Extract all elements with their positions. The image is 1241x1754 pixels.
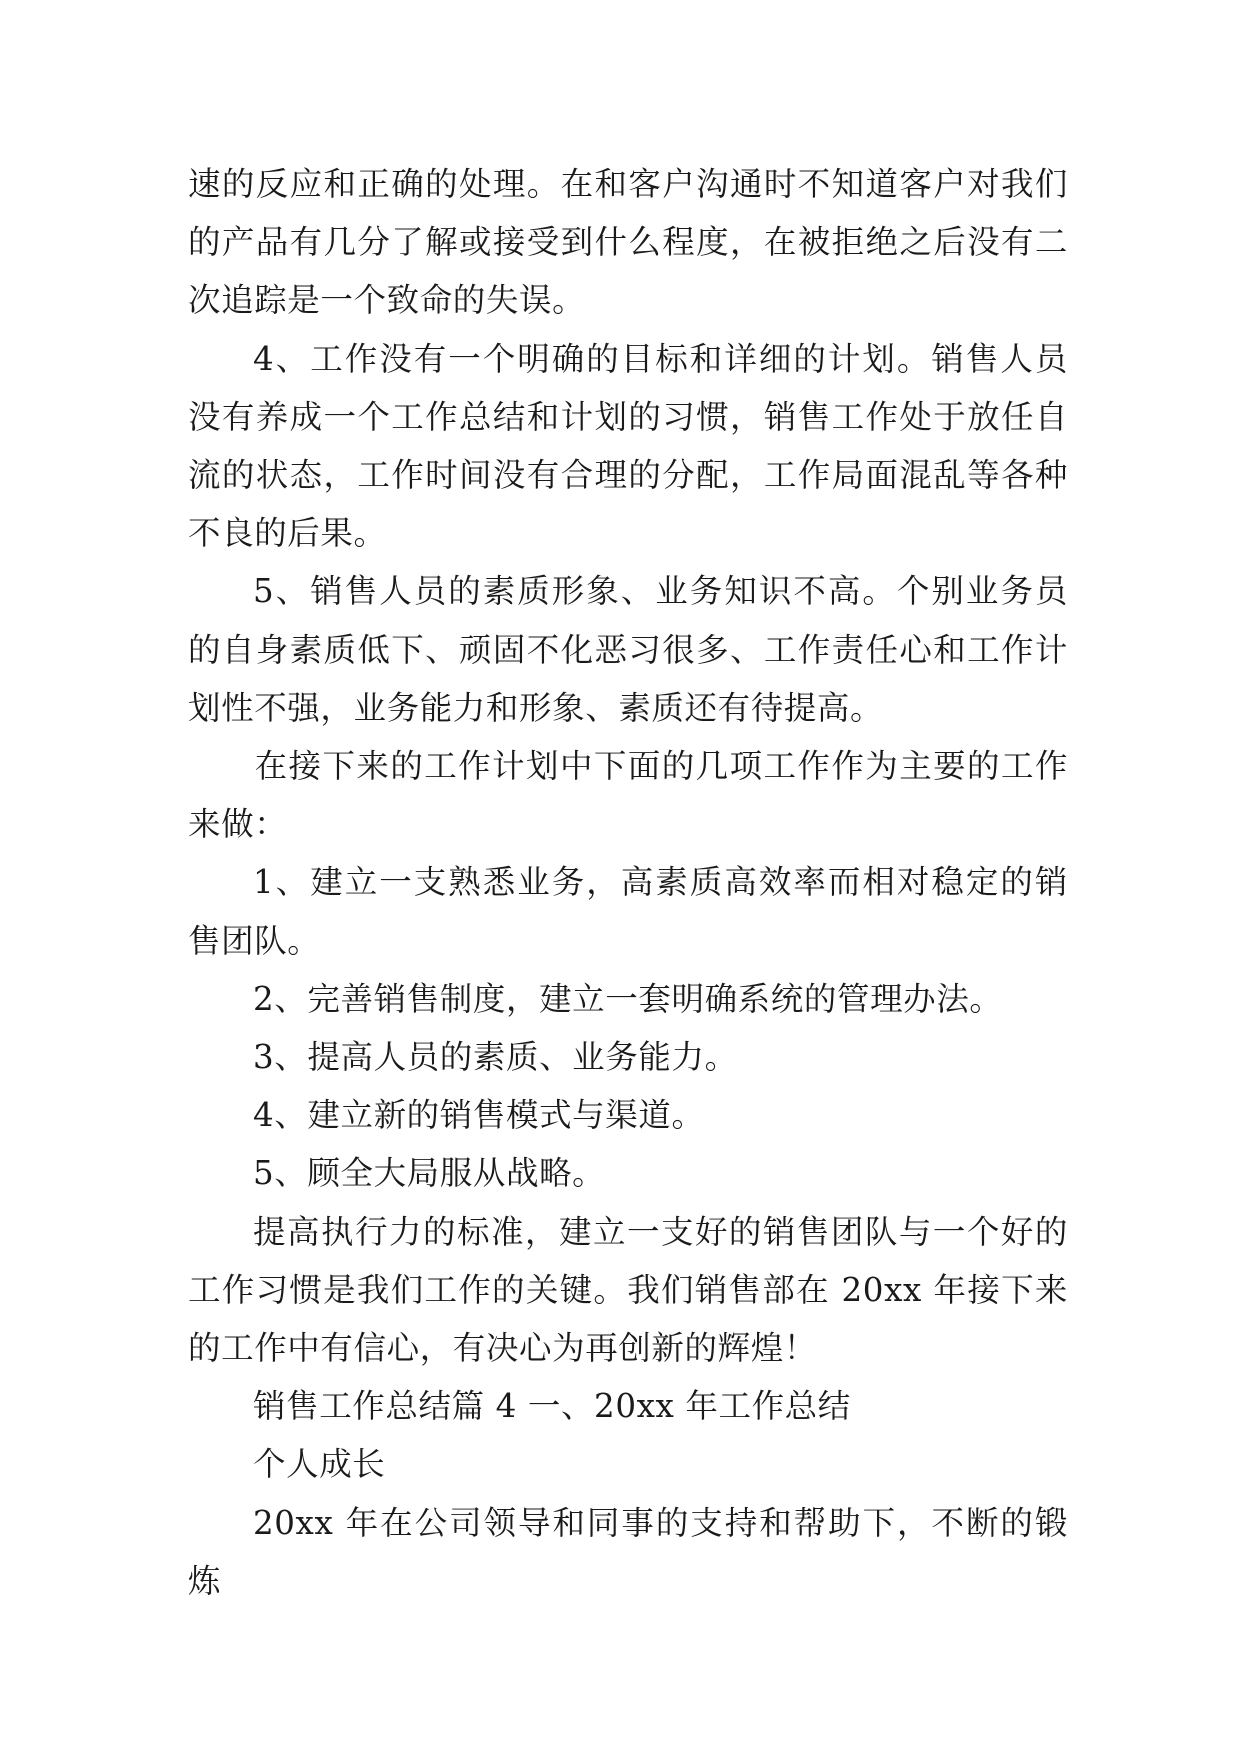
list-item-plan-4: 4、建立新的销售模式与渠道。 — [253, 1096, 705, 1135]
subsection-heading: 个人成长 — [253, 1445, 386, 1484]
paragraph-conclusion: 提高执行力的标准，建立一支好的销售团队与一个好的工作习惯是我们工作的关键。我们销售部在 20xx 年接下来的工作中有信心，有决心为再创新的辉煌！ — [188, 1212, 1068, 1368]
paragraph-point-4: 4、工作没有一个明确的目标和详细的计划。销售人员没有养成一个工作总结和计划的习惯，销售工作处于放任自流的状态，工作时间没有合理的分配，工作局面混乱等各种不良的后果。 — [188, 339, 1068, 553]
document-body — [188, 155, 1068, 1610]
list-item-plan-1: 1、建立一支熟悉业务，高素质高效率而相对稳定的销售团队。 — [188, 863, 1068, 960]
list-item-plan-2: 2、完善销售制度，建立一套明确系统的管理办法。 — [253, 979, 1003, 1018]
paragraph-plan-intro: 在接下来的工作计划中下面的几项工作作为主要的工作来做： — [188, 747, 1068, 844]
paragraph-continuation: 速的反应和正确的处理。在和客户沟通时不知道客户对我们的产品有几分了解或接受到什么程度，在被拒绝之后没有二次追踪是一个致命的失误。 — [188, 165, 1068, 320]
section-heading: 销售工作总结篇 4 一、20xx 年工作总结 — [253, 1387, 851, 1426]
list-item-plan-5: 5、顾全大局服从战略。 — [253, 1154, 606, 1193]
paragraph-point-5: 5、销售人员的素质形象、业务知识不高。个别业务员的自身素质低下、顽固不化恶习很多、工作责任心和工作计划性不强，业务能力和形象、素质还有待提高。 — [188, 572, 1068, 727]
paragraph-personal-growth: 20xx 年在公司领导和同事的支持和帮助下，不断的锻炼 — [188, 1503, 1068, 1600]
list-item-plan-3: 3、提高人员的素质、业务能力。 — [253, 1038, 738, 1077]
